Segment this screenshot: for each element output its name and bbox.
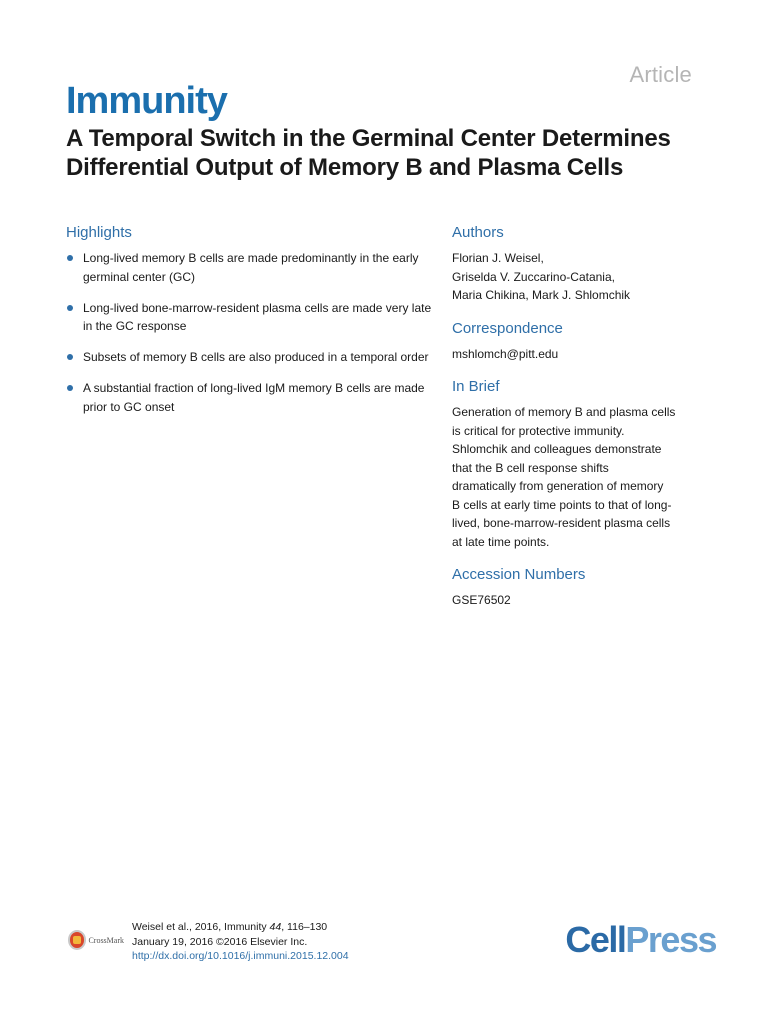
- bullet-icon: [67, 354, 73, 360]
- article-type-label: Article: [629, 62, 692, 87]
- cellpress-logo-press: Press: [625, 919, 716, 960]
- doi-link[interactable]: http://dx.doi.org/10.1016/j.immuni.2015.12.004: [132, 950, 349, 962]
- accession-heading: Accession Numbers: [452, 566, 586, 583]
- highlight-text: A substantial fraction of long-lived IgM memory B cells are made prior to GC onset: [83, 381, 425, 414]
- author-line: Griselda V. Zuccarino-Catania,: [452, 269, 615, 284]
- cellpress-logo: [565, 919, 716, 961]
- citation-volume: 44: [269, 921, 282, 933]
- highlight-item: [66, 379, 438, 416]
- citation-line: [132, 920, 349, 935]
- journal-name: Immunity: [66, 80, 227, 122]
- authors-section: [452, 224, 697, 305]
- cellpress-logo-cell: Cell: [565, 919, 626, 960]
- highlight-item: [66, 299, 438, 336]
- highlight-item: [66, 348, 438, 367]
- highlight-text: Long-lived bone-marrow-resident plasma cells are made very late in the GC response: [83, 300, 432, 333]
- highlights-heading: Highlights: [66, 224, 132, 241]
- accession-section: [452, 566, 697, 610]
- highlights-list: [66, 249, 438, 416]
- in-brief-line: Shlomchik and colleagues demonstrate: [452, 442, 662, 456]
- accession-number: GSE76502: [452, 593, 511, 607]
- crossmark-label: CrossMark: [88, 935, 124, 945]
- authors-heading: Authors: [452, 224, 504, 241]
- in-brief-line: Generation of memory B and plasma cells: [452, 405, 676, 419]
- correspondence-section: [452, 320, 697, 364]
- in-brief-line: dramatically from generation of memory: [452, 479, 664, 493]
- author-line: Maria Chikina, Mark J. Shlomchik: [452, 288, 631, 302]
- paper-title: A Temporal Switch in the Germinal Center Determines Differential Output of Memory B and Plasma Cells: [66, 125, 671, 181]
- in-brief-section: [452, 378, 697, 551]
- author-line: Florian J. Weisel,: [452, 251, 544, 265]
- citation-prefix: Weisel et al., 2016, Immunity: [132, 921, 270, 933]
- citation-pages: , 116–130: [281, 921, 328, 933]
- in-brief-line: lived, bone-marrow-resident plasma cells: [452, 516, 671, 530]
- in-brief-heading: In Brief: [452, 378, 500, 395]
- summary-sidebar: [452, 224, 697, 625]
- in-brief-line: that the B cell response shifts: [452, 460, 609, 475]
- bullet-icon: [67, 305, 73, 311]
- bullet-icon: [67, 255, 73, 261]
- in-brief-line: is critical for protective immunity.: [452, 423, 625, 438]
- correspondence-email[interactable]: mshlomch@pitt.edu: [452, 346, 559, 361]
- article-footer: [66, 919, 716, 979]
- crossmark-icon: [68, 930, 86, 950]
- highlight-text: Long-lived memory B cells are made predominantly in the early germinal center (GC): [83, 251, 419, 284]
- bullet-icon: [67, 385, 73, 391]
- highlight-text: Subsets of memory B cells are also produced in a temporal order: [83, 350, 429, 364]
- correspondence-heading: Correspondence: [452, 319, 563, 337]
- highlight-item: [66, 249, 438, 286]
- in-brief-line: B cells at early time points to that of long-: [452, 497, 672, 512]
- crossmark-badge[interactable]: [68, 929, 124, 951]
- highlights-section: [66, 224, 438, 429]
- citation-date: January 19, 2016 ©2016 Elsevier Inc.: [132, 935, 308, 948]
- citation-block: [132, 920, 349, 964]
- in-brief-line: at late time points.: [452, 534, 550, 549]
